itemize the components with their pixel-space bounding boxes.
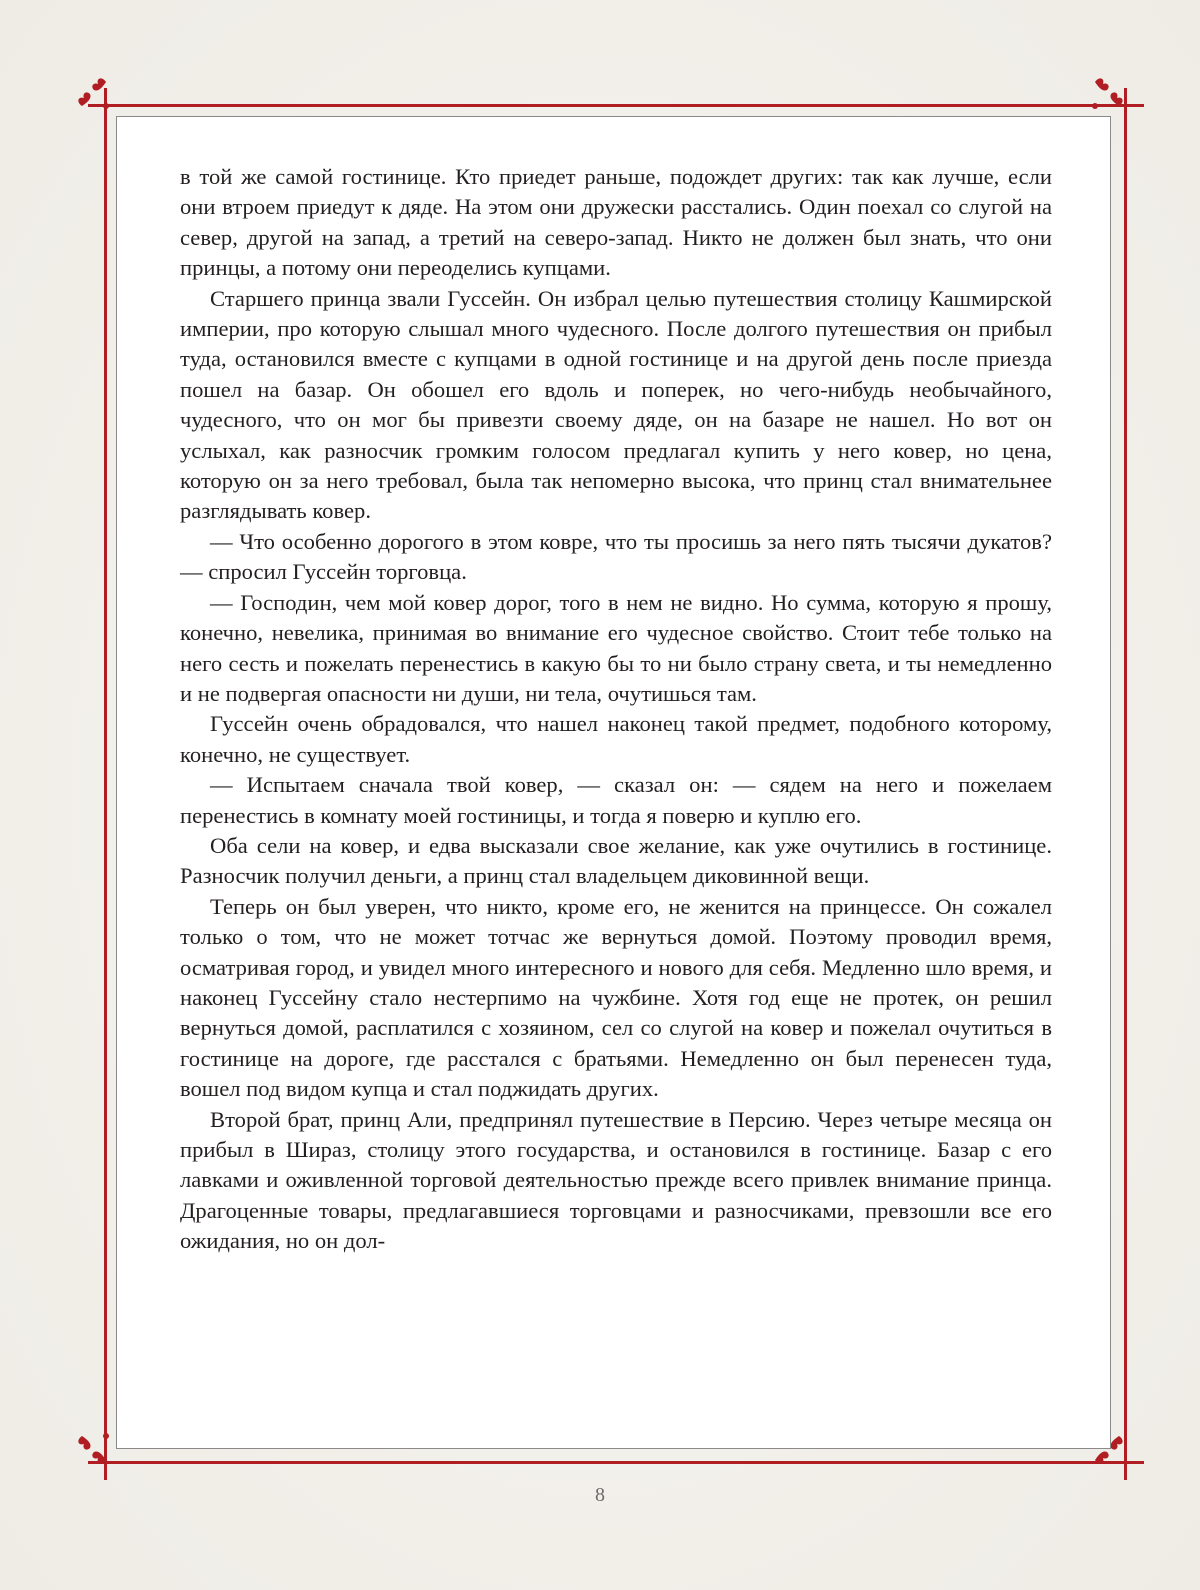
body-text — [180, 162, 1052, 1257]
frame-bottom-line — [88, 1461, 1144, 1464]
paragraph: Теперь он был уверен, что никто, кроме его, не женится на принцессе. Он сожалел только о том, что не может тотчас же вернуться домой. Поэтому проводил время, осматривая город, и увидел много интересного и нового для себя. Медленно шло время, и наконец Гуссейну стало нестерпимо на чужбине. Хотя год еще не протек, он решил вернуться домой, расплатился с хозяином, сел со слугой на ковер и пожелал очутиться в гостинице на дороге, где расстался с братьями. Немедленно он был перенесен туда, вошел под видом купца и стал поджидать других. — [180, 893, 1052, 1102]
paragraph: Второй брат, принц Али, предпринял путешествие в Персию. Через четыре месяца он прибыл в Шираз, столицу этого государства, и остановился в гостинице. Базар с его лавками и оживленной торговой деятельностью прежде всего привлек внимание принца. Драгоценные товары, предлагавшиеся торговцами и разносчиками, превзошли все его ожидания, но он дол- — [180, 1106, 1052, 1254]
frame-top-line — [88, 104, 1144, 107]
fleur-ornament-icon — [1085, 72, 1129, 116]
paragraph: — Господин, чем мой ковер дорог, того в нем не видно. Но сумма, которую я прошу, конечно, невелика, принимая во внимание его чудесное свойство. Стоит тебе только на него сесть и пожелать перенестись в какую бы то ни было страну света, и ты немедленно и не подвергая опасности ни души, ни тела, очутишься там. — [180, 589, 1052, 706]
page-number: 8 — [595, 1484, 605, 1506]
fleur-ornament-icon — [72, 1426, 116, 1470]
frame-right-line — [1124, 88, 1127, 1480]
fleur-ornament-icon — [72, 72, 116, 116]
frame-left-line — [104, 88, 107, 1480]
paragraph: Оба сели на ковер, и едва высказали свое желание, как уже очутились в гостинице. Разносчик получил деньги, а принц стал владельцем диковинной вещи. — [180, 832, 1052, 889]
paragraph: в той же самой гостинице. Кто приедет раньше, подождет других: так как лучше, если они втроем приедут к дяде. На этом они дружески расстались. Один поехал со слугой на север, другой на запад, а третий на северо-запад. Никто не должен был знать, что они принцы, а потому они переоделись купцами. — [180, 164, 1052, 281]
paragraph: — Что особенно дорогого в этом ковре, что ты просишь за него пять тысячи дукатов? — спросил Гуссейн торговца. — [180, 528, 1052, 585]
paragraph: Гуссейн очень обрадовался, что нашел наконец такой предмет, подобного которому, конечно, не существует. — [180, 711, 1052, 767]
paragraph: Старшего принца звали Гуссейн. Он избрал целью путешествия столицу Кашмирской империи, про которую слышал много чудесного. После долгого путешествия он прибыл туда, остановился вместе с купцами в одной гостинице и на другой день после приезда пошел на базар. Он обошел его вдоль и поперек, но чего-нибудь необычайного, чудесного, что он мог бы привезти своему дяде, он на базаре не нашел. Но вот он услыхал, как разносчик громким голосом предлагал купить у него ковер, но цена, которую он за него требовал, была так непомерно высока, что принц стал внимательнее разглядывать ковер. — [180, 285, 1052, 524]
paragraph: — Испытаем сначала твой ковер, — сказал он: — сядем на него и пожелаем перенестись в комнату моей гостиницы, и тогда я поверю и куплю его. — [180, 772, 1052, 828]
